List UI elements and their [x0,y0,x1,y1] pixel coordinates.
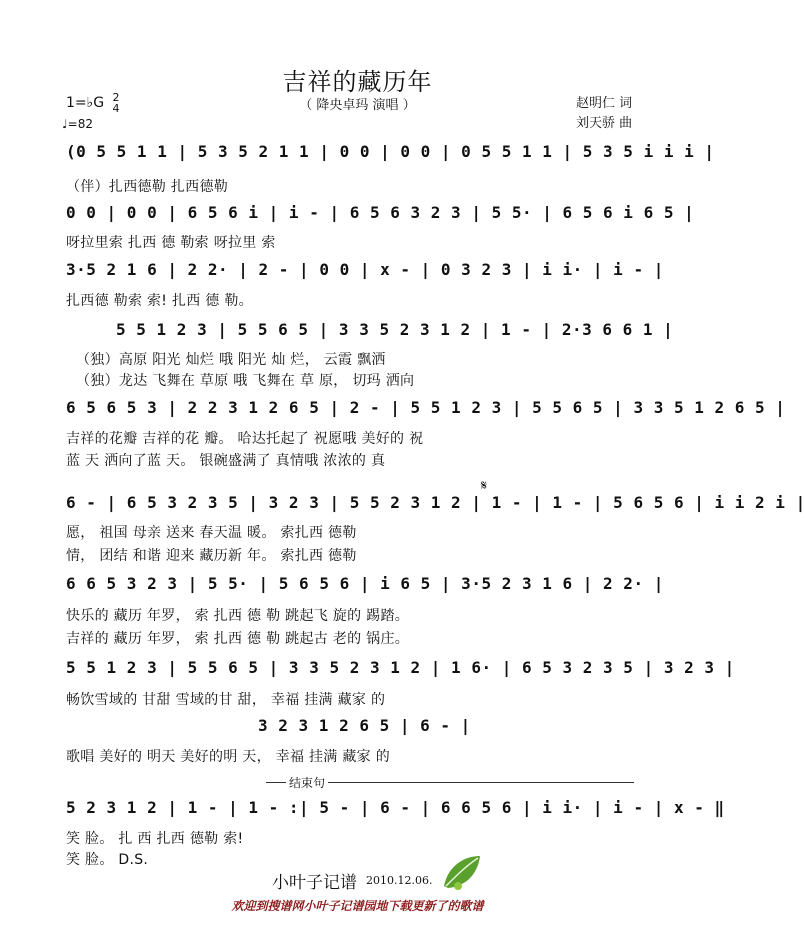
score-line-1-notes: (0 5 5 1 1 | 5 3 5 2 1 1 | 0 0 | 0 0 | 0 5 5 1 1 | 5 3 5 i i i | [66,142,715,161]
subtitle-performer: （ 降央卓玛 演唱 ） [299,98,416,113]
brand-date: 2010.12.06. [366,874,433,887]
coda-label: 结束句 [286,774,328,791]
lyricist-credit: 赵明仁 词 [576,96,633,111]
score-line-4-lyrics-verse-2: （独）龙达 飞舞在 草原 哦 飞舞在 草 原， 切玛 洒向 [76,373,415,389]
score-line-2-notes: 0 0 | 0 0 | 6 5 6 i | i - | 6 5 6 3 2 3 | 5 5· | 6 5 6 i 6 5 | [66,203,695,222]
score-line-10-lyrics-verse-1: 笑 脸。 扎 西 扎西 德勒 索! [66,831,244,847]
key-signature [66,92,120,114]
meter-top: 2 [112,91,120,104]
score-line-5-lyrics-verse-2: 蓝 天 洒向了蓝 天。 银碗盛满了 真情哦 浓浓的 真 [66,453,386,469]
score-line-6-notes: 6 - | 6 5 3 2 3 5 | 3 2 3 | 5 5 2 3 1 2 | 1 - | 1 - | 5 6 5 6 | i i 2 i | [66,493,806,512]
score-line-5-notes: 6 5 6 5 3 | 2 2 3 1 2 6 5 | 2 - | 5 5 1 2 3 | 5 5 6 5 | 3 3 5 1 2 6 5 | [66,398,786,417]
score-line-3-lyrics: 扎西德 勒索 索! 扎西 德 勒。 [66,293,253,309]
footer-banner: 欢迎到搜谱网小叶子记谱园地下载更新了的歌谱 [231,899,484,913]
score-line-7-lyrics-verse-2: 吉祥的 藏历 年罗， 索 扎西 德 勒 跳起古 老的 锅庄。 [66,631,410,647]
segno-mark: 𝄋 [481,478,488,494]
score-line-7-notes: 6 6 5 3 2 3 | 5 5· | 5 6 5 6 | i 6 5 | 3·5 2 3 1 6 | 2 2· | [66,574,664,593]
score-line-8-lyrics: 畅饮雪域的 甘甜 雪域的甘 甜， 幸福 挂满 藏家 的 [66,692,386,708]
brand-signature: 小叶子记谱 [272,873,357,893]
score-line-9-notes: 3 2 3 1 2 6 5 | 6 - | [258,716,471,735]
score-line-10-lyrics-verse-2: 笑 脸。 D.S. [66,852,149,868]
score-line-4-notes: 5 5 1 2 3 | 5 5 6 5 | 3 3 5 2 3 1 2 | 1 - | 2·3 6 6 1 | [116,320,674,339]
score-line-7-lyrics-verse-1: 快乐的 藏历 年罗， 索 扎西 德 勒 跳起飞 旋的 踢踏。 [66,608,410,624]
score-line-4-lyrics-verse-1: （独）高原 阳光 灿烂 哦 阳光 灿 烂， 云霞 飘洒 [76,352,386,368]
score-line-3-notes: 3·5 2 1 6 | 2 2· | 2 - | 0 0 | x - | 0 3 2 3 | i i· | i - | [66,260,664,279]
page-title: 吉祥的藏历年 [282,68,433,96]
score-line-8-notes: 5 5 1 2 3 | 5 5 6 5 | 3 3 5 2 3 1 2 | 1 6· | 6 5 3 2 3 5 | 3 2 3 | [66,658,735,677]
composer-credit: 刘天骄 曲 [576,116,633,131]
score-line-9-lyrics: 歌唱 美好的 明天 美好的明 天， 幸福 挂满 藏家 的 [66,749,390,765]
leaf-icon [440,852,484,892]
score-line-6-lyrics-verse-2: 情， 团结 和谐 迎来 藏历新 年。 索扎西 德勒 [66,548,357,564]
score-line-6-lyrics-verse-1: 愿， 祖国 母亲 送来 春天温 暖。 索扎西 德勒 [66,525,357,541]
tempo-mark: ♩=82 [62,117,93,131]
score-line-10-notes: 5 2 3 1 2 | 1 - | 1 - :| 5 - | 6 - | 6 6 5 6 | i i· | i - | x - ‖ [66,798,725,817]
meter-bottom: 4 [112,102,120,115]
time-signature [113,92,120,114]
score-line-5-lyrics-verse-1: 吉祥的花瓣 吉祥的花 瓣。 哈达托起了 祝愿哦 美好的 祝 [66,431,424,447]
score-line-1-lyrics: （伴）扎西德勒 扎西德勒 [66,179,229,195]
key-label: 1=♭G [66,95,105,111]
score-line-2-lyrics: 呀拉里索 扎西 德 勒索 呀拉里 索 [66,235,276,251]
